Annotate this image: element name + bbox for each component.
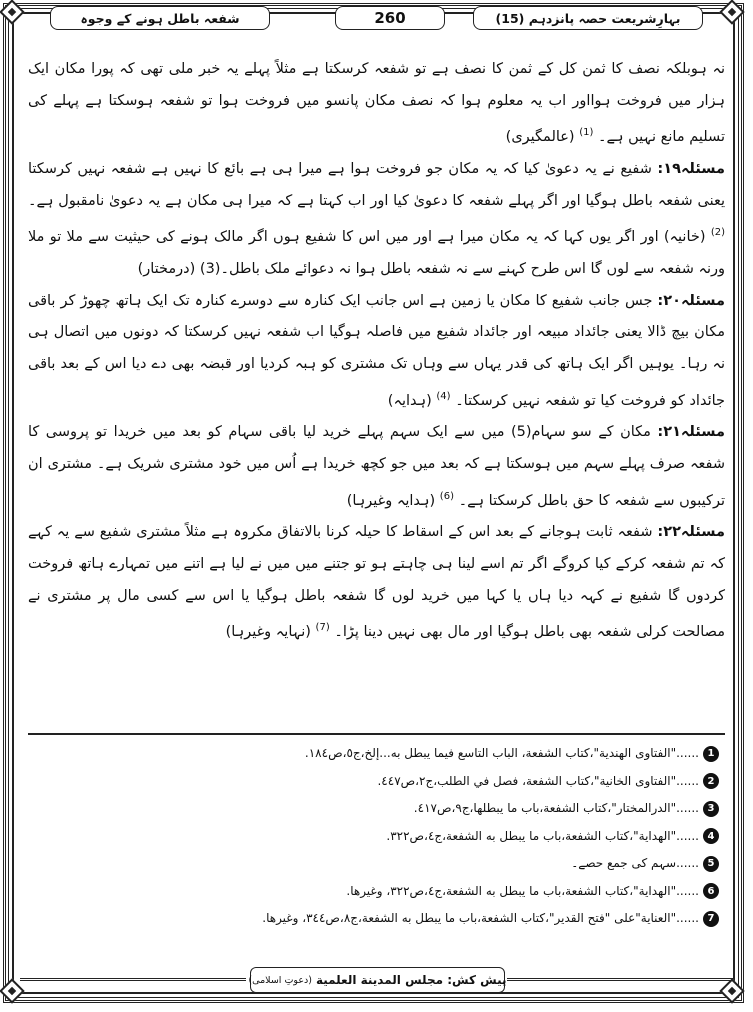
footer-rule-right [507, 978, 733, 981]
footnote-item [34, 850, 719, 878]
source-citation: (نہایہ وغیرہا) [225, 624, 311, 641]
footnotes [34, 740, 719, 933]
footnote-ref[interactable]: (4) [436, 390, 451, 402]
footnote-number-badge: 1 [703, 746, 719, 762]
footer-prefix: پیش کش: [447, 973, 507, 987]
footnote-text: ......"الفتاوى الهندية"،كتاب الشفعة، الباب التاسع فيما يبطل به...إلخ،ج٥،ص١٨٤. [304, 746, 699, 760]
footnote-item [34, 823, 719, 851]
source-citation: (خانیہ) اور اگر یوں کہا کہ یہ مکان میرا ہے اور میں اس کا شفیع ہوں اگر مالک ہونے کی حیثیت سے ملا تو ملا ورنہ شفعہ سے لوں گا اس طرح کہنے سے نہ شفعہ باطل ہوا نہ دعوائے ملک باطل۔(3) (درمختار) [28, 229, 725, 277]
footnote-number-badge: 5 [703, 856, 719, 872]
footnote-ref[interactable]: (2) [710, 227, 726, 239]
footnote-number-badge: 6 [703, 883, 719, 899]
footer-rule-left [20, 978, 246, 981]
footnote-ref[interactable]: (7) [315, 622, 330, 634]
footnote-text: ......سہم کی جمع حصے۔ [571, 856, 699, 870]
paragraph [28, 517, 725, 649]
source-citation: (ہدایہ وغیرہا) [346, 492, 436, 509]
page-number: 260 [335, 6, 445, 30]
footnote-number-badge: 2 [703, 773, 719, 789]
footnote-text: ......"الهداية"،كتاب الشفعة،باب ما يبطل به الشفعة،ج٤،ص٣٢٢. [386, 828, 699, 843]
paragraph-text: شفعہ ثابت ہوجانے کے بعد اس کے اسقاط کا حیلہ کرنا بالاتفاق مکروہ ہے مثلاً مشتری شفیع سے یہ کہے کہ تم شفعہ کرکے کیا کروگے اگر تم اسے لینا ہی چاہتے ہو تو جتنے میں میں نے لیا ہے اتنے میں تمہارے ہاتھ فروخت کردوں گا شفیع نے کہہ دیا ہاں یا کہا میں خرید لوں گا شفعہ باطل ہوگیا یا اس سے کسی مال پر مشتری نے مصالحت کرلی شفعہ بھی باطل ہوگیا اور مال بھی نہیں دینا پڑا۔ [28, 524, 725, 641]
paragraph-text: شفیع نے یہ دعویٰ کیا کہ یہ مکان جو فروخت ہوا ہے میرا ہی ہے بائع کا نہیں ہے شفعہ نہیں کرسکتا یعنی شفعہ باطل ہوگیا اور اگر پہلے شفعہ کا دعویٰ کیا اور اب کہتا ہے کہ میرا ہی مکان ہے یہ دعویٰ نامقبول ہے۔ [28, 160, 725, 209]
footnote-number-badge: 3 [703, 801, 719, 817]
book-title: بہارِشریعت حصہ پانزدہم (15) [473, 6, 703, 30]
footnote-ref[interactable]: (6) [439, 490, 454, 502]
source-citation: (عالمگیری) [505, 129, 575, 146]
footnote-separator [28, 733, 725, 735]
page-header [50, 6, 703, 32]
masala-label: مسئلہ۲۲: [657, 524, 725, 541]
masala-label: مسئلہ۲۰: [657, 292, 726, 309]
paragraph [28, 286, 725, 418]
footnote-ref[interactable]: (1) [579, 127, 594, 139]
paragraph-text: نہ ہوبلکہ نصف کا ثمن کل کے ثمن کا نصف ہے تو شفعہ کرسکتا ہے مثلاً پہلے یہ خبر ملی تھی کہ پورا مکان ایک ہزار میں فروخت ہوااور اب یہ معلوم ہوا کہ نصف مکان پانسو میں فروخت ہوا تو شفعہ ہوسکتا ہے پہلے کی تسلیم مانع نہیں ہے۔ [28, 61, 725, 146]
footnote-text: ......"العناية"على "فتح القدير"،كتاب الشفعة،باب ما يبطل به الشفعة،ج٨،ص٣٤٤، وغيرها. [262, 911, 699, 925]
footnote-text: ......"الهداية"،كتاب الشفعة،باب ما يبطل به الشفعة،ج٤،ص٣٢٢، وغيرها. [346, 883, 699, 898]
footnote-item [34, 740, 719, 768]
paragraph [28, 417, 725, 517]
footnote-item [34, 905, 719, 933]
footnote-text: ......"الفتاوى الخانية"،كتاب الشفعة، فصل في الطلب،ج٢،ص٤٤٧. [377, 773, 699, 788]
source-citation: (ہدایہ) [387, 392, 432, 409]
footnote-item [34, 795, 719, 823]
publisher-footer [250, 967, 505, 993]
masala-label: مسئلہ۲۱: [657, 424, 725, 441]
footnote-number-badge: 4 [703, 828, 719, 844]
paragraph [28, 154, 725, 286]
paragraph-text: مکان کے سو سہام(5) میں سے ایک سہم پہلے خرید لیا باقی سہام کو بعد میں خریدا تو پروسی کا شفعہ صرف پہلے سہم میں ہوسکتا ہے کہ بعد میں جو کچھ خریدا ہے اُس میں خود مشتری شریک ہے۔ مشتری ان ترکیبوں سے شفعہ کا حق باطل کرسکتا ہے۔ [28, 424, 725, 509]
paragraph-text: جس جانب شفیع کا مکان یا زمین ہے اس جانب ایک کنارہ سے دوسرے کنارہ تک ایک ہاتھ چھوڑ کر باقی مکان بیچ ڈالا یعنی جائداد مبیعہ اور جائداد شفیع میں فاصلہ ہوگیا اب شفعہ نہیں کرسکتا کہ دونوں میں اتصال ہی نہ رہا۔ یوہیں اگر ایک ہاتھ کی قدر یہاں سے وہاں تک مشتری کو ہبہ کردیا اور قبضہ بھی دے دیا اس کے بعد باقی جائداد کو فروخت کیا تو شفعہ نہیں کرسکتا۔ [28, 292, 725, 409]
publisher-name: مجلس المدينة العلمية [315, 973, 444, 987]
footnote-number-badge: 7 [703, 911, 719, 927]
chapter-title: شفعہ باطل ہونے کے وجوہ [50, 6, 270, 30]
masala-label: مسئلہ۱۹: [657, 160, 726, 177]
publisher-note: (دعوتِ اسلامی) [248, 974, 312, 986]
footnote-item [34, 878, 719, 906]
footnote-text: ......"الدرالمختار"،كتاب الشفعة،باب ما يبطلها،ج٩،ص٤١٧. [413, 801, 699, 815]
paragraph [28, 54, 725, 154]
main-text [28, 54, 725, 649]
footnote-item [34, 768, 719, 796]
